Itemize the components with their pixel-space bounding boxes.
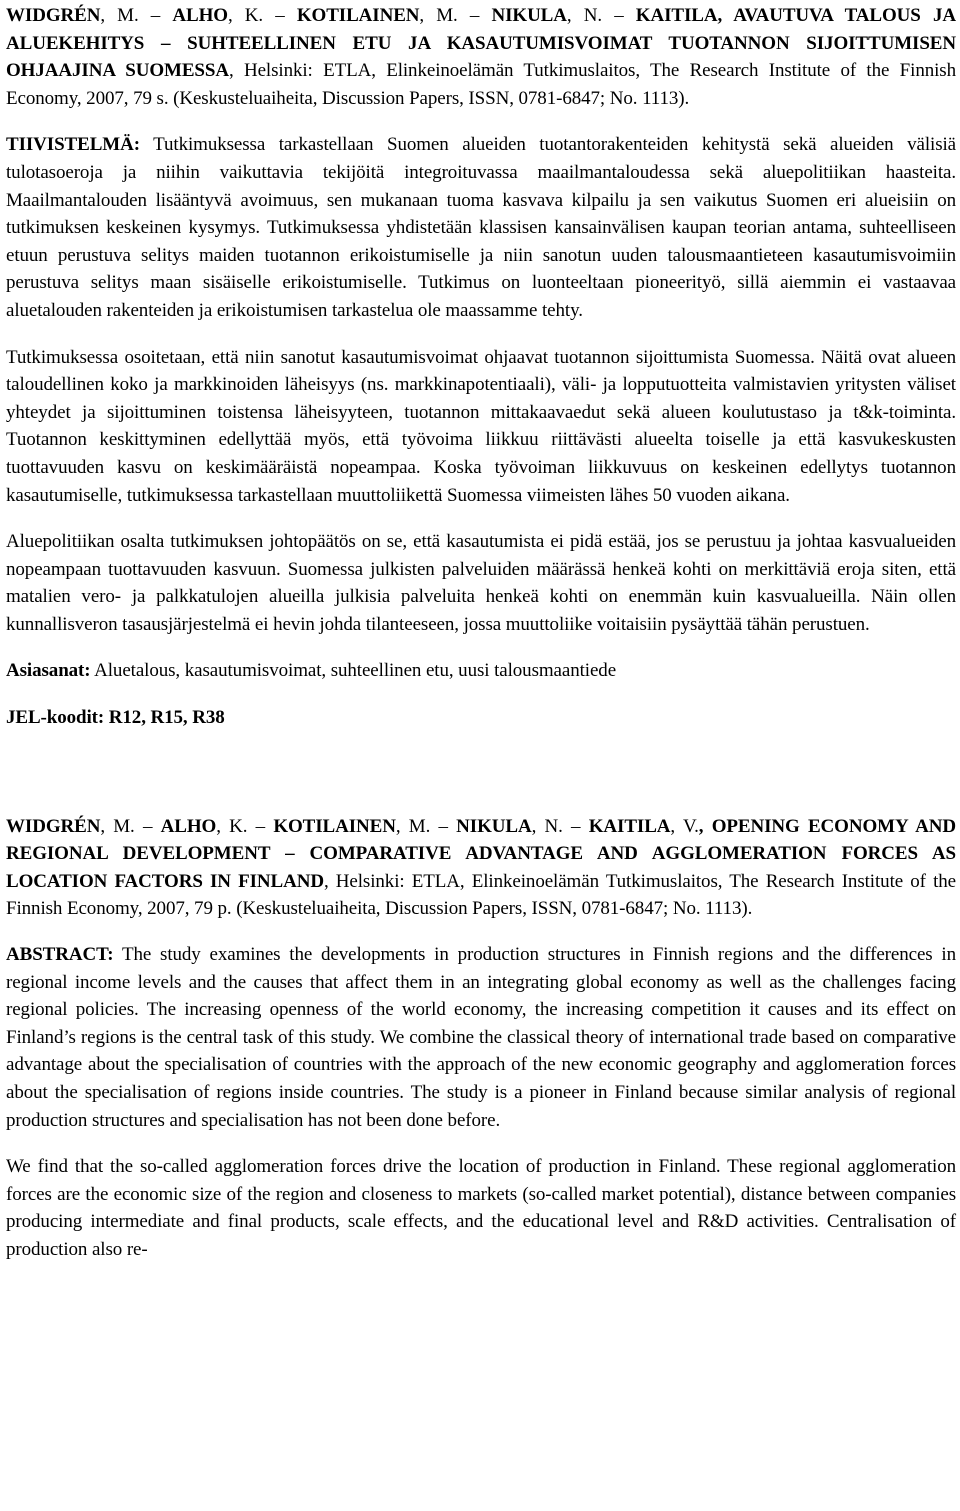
abstract-text: Tutkimuksessa tarkastellaan Suomen alueiden tuotantorakenteiden kehitystä sekä alueiden välisiä tulotasoeroja ja niihin vaikuttavia tekijöitä integroituvassa maailmantaloudessa sekä aluepolitiikan haasteita. Maailmantalouden lisääntyvä avoimuus, sen mukanaan tuoma kasvava kilpailu ja sen vaikutus Suomen eri alueisiin on tutkimuksen keskeinen kysymys. Tutkimuksessa yhdistetään klassisen kansainvälisen kaupan teorian antama, suhteelliseen etuun perustuva selitys maiden tuotannon erikoistumiselle ja niin sanotun uuden talousmaantieteen kasautumisvoimiin perustuva selitys maan sisäiselle erikoistumiselle. Tutkimus on luonteeltaan pioneerityö, sillä aiemmin ei vastaavaa aluetalouden rakenteiden ja erikoistumisen tarkastelua ole maassamme tehty. <box>6 134 956 321</box>
fi-jel-codes: JEL-koodit: R12, R15, R38 <box>6 707 225 729</box>
publication-title: , AVAUTUVA TALOUS JA ALUEKEHITYS – SUHTEELLINEN ETU JA KASAUTUMISVOIMAT TUOTANNON SIJOITTUMISEN OHJAAJINA SUOMESSA <box>6 5 956 82</box>
abstract-label: TIIVISTELMÄ: <box>6 134 140 156</box>
publication-details: , Helsinki: ETLA, Elinkeinoelämän Tutkimuslaitos, The Research Institute of the Finnish Economy, 2007, 79 s. (Keskusteluaiheita, Discussion Papers, ISSN, 0781-6847; No. 1113). <box>6 60 956 109</box>
fi-abstract-paragraph: Aluepolitiikan osalta tutkimuksen johtopäätös on se, että kasautumista ei pidä estää, jos se perustuu ja johtaa kasvualueiden nopeampaan tuottavuuden kasvuun. Suomessa julkisten palveluiden määrässä henkeä kohti on merkittäviä eroja siten, että matalien vero- ja palkkatulojen alueilla julkisia palveluita henkeä kohti on enemmän kuin kasvualueilla. Näin ollen kunnallisveron tasausjärjestelmä ei hevin johda tilanteeseen, jossa muuttoliike voitaisiin pysäyttää tähän perustuen. <box>6 531 956 635</box>
abstract-text: The study examines the developments in production structures in Finnish regions and the differences in regional income levels and the causes that affect them in an integrating global economy as well as the challenges facing regional policies. The increasing openness of the world economy, the increasing competition it causes and its effect on Finland’s regions is the central task of this study. We combine the classical theory of international trade based on comparative advantage about the specialisation of countries with the approach of the new economic geography and agglomeration forces about the specialisation of regions inside countries. The study is a pioneer in Finland because similar analysis of regional production structures and specialisation has not been done before. <box>6 944 956 1131</box>
author-initial: , V. <box>670 815 699 837</box>
author-surname: NIKULA <box>491 5 567 26</box>
fi-citation <box>6 2 956 112</box>
author-surname: ALHO <box>160 815 217 837</box>
author-initial: , M. – <box>100 815 161 837</box>
author-surname: ALHO <box>172 5 228 26</box>
en-abstract-paragraph <box>6 941 956 1134</box>
keywords-label: Asiasanat: <box>6 660 91 682</box>
keywords-text: Aluetalous, kasautumisvoimat, suhteellinen etu, uusi talousmaantiede <box>90 660 617 682</box>
publication-title: , OPENING ECONOMY AND REGIONAL DEVELOPMENT – COMPARATIVE ADVANTAGE AND AGGLOMERATION FORCES AS LOCATION FACTORS IN FINLAND <box>6 815 956 892</box>
author-surname: KOTILAINEN <box>273 815 396 837</box>
author-initial: , K. – <box>216 815 274 837</box>
author-surname: KAITILA <box>588 815 671 837</box>
publication-details: , Helsinki: ETLA, Elinkeinoelämän Tutkimuslaitos, The Research Institute of the Finnish Economy, 2007, 79 p. (Keskusteluaiheita, Discussion Papers, ISSN, 0781-6847; No. 1113). <box>6 870 957 920</box>
author-initial: , K. – <box>227 5 297 26</box>
author-initial: , M. – <box>419 5 492 26</box>
author-surname: WIDGRÉN <box>6 815 101 837</box>
en-abstract-paragraph: We find that the so-called agglomeration forces drive the location of production in Finland. These regional agglomeration forces are the economic size of the region and closeness to markets (so-called market potential), distance between companies producing intermediate and final products, scale effects, and the educational level and R&D activities. Centralisation of production also re- <box>6 1156 956 1260</box>
fi-abstract-paragraph <box>6 131 956 324</box>
en-citation <box>6 813 956 923</box>
author-surname: WIDGRÉN <box>6 5 101 26</box>
author-surname: KOTILAINEN <box>296 5 420 26</box>
fi-abstract-paragraph: Tutkimuksessa osoitetaan, että niin sanotut kasautumisvoimat ohjaavat tuotannon sijoittumista Suomessa. Näitä ovat alueen taloudellinen koko ja markkinoiden läheisyys (ns. markkinapotentiaali), väli- ja lopputuotteita valmistavien yritysten väliset yhteydet ja sijoittuminen toistensa läheisyyteen, tuotannon mittakaavaedut sekä alueen koulutustaso ja t&k-toiminta. Tuotannon keskittyminen edellyttää myös, että työvoima liikkuu riittävästi alueelta toiselle ja että kasvukeskusten tuottavuuden kasvu on keskimääräistä nopeampaa. Koska työvoiman liikkuvuus on keskeinen edellytys tuotannon kasautumiselle, tutkimuksessa tarkastellaan muuttoliikettä Suomessa viimeisten lähes 50 vuoden aikana. <box>6 346 956 506</box>
fi-keywords <box>6 657 956 685</box>
author-surname: NIKULA <box>456 815 532 837</box>
author-initial: , M. – <box>100 5 173 26</box>
author-initial: , N. – <box>531 815 589 837</box>
abstract-label: ABSTRACT: <box>6 944 114 966</box>
author-initial: , N. – <box>566 5 636 26</box>
author-surname: KAITILA <box>635 5 718 26</box>
author-initial: , M. – <box>395 815 457 837</box>
